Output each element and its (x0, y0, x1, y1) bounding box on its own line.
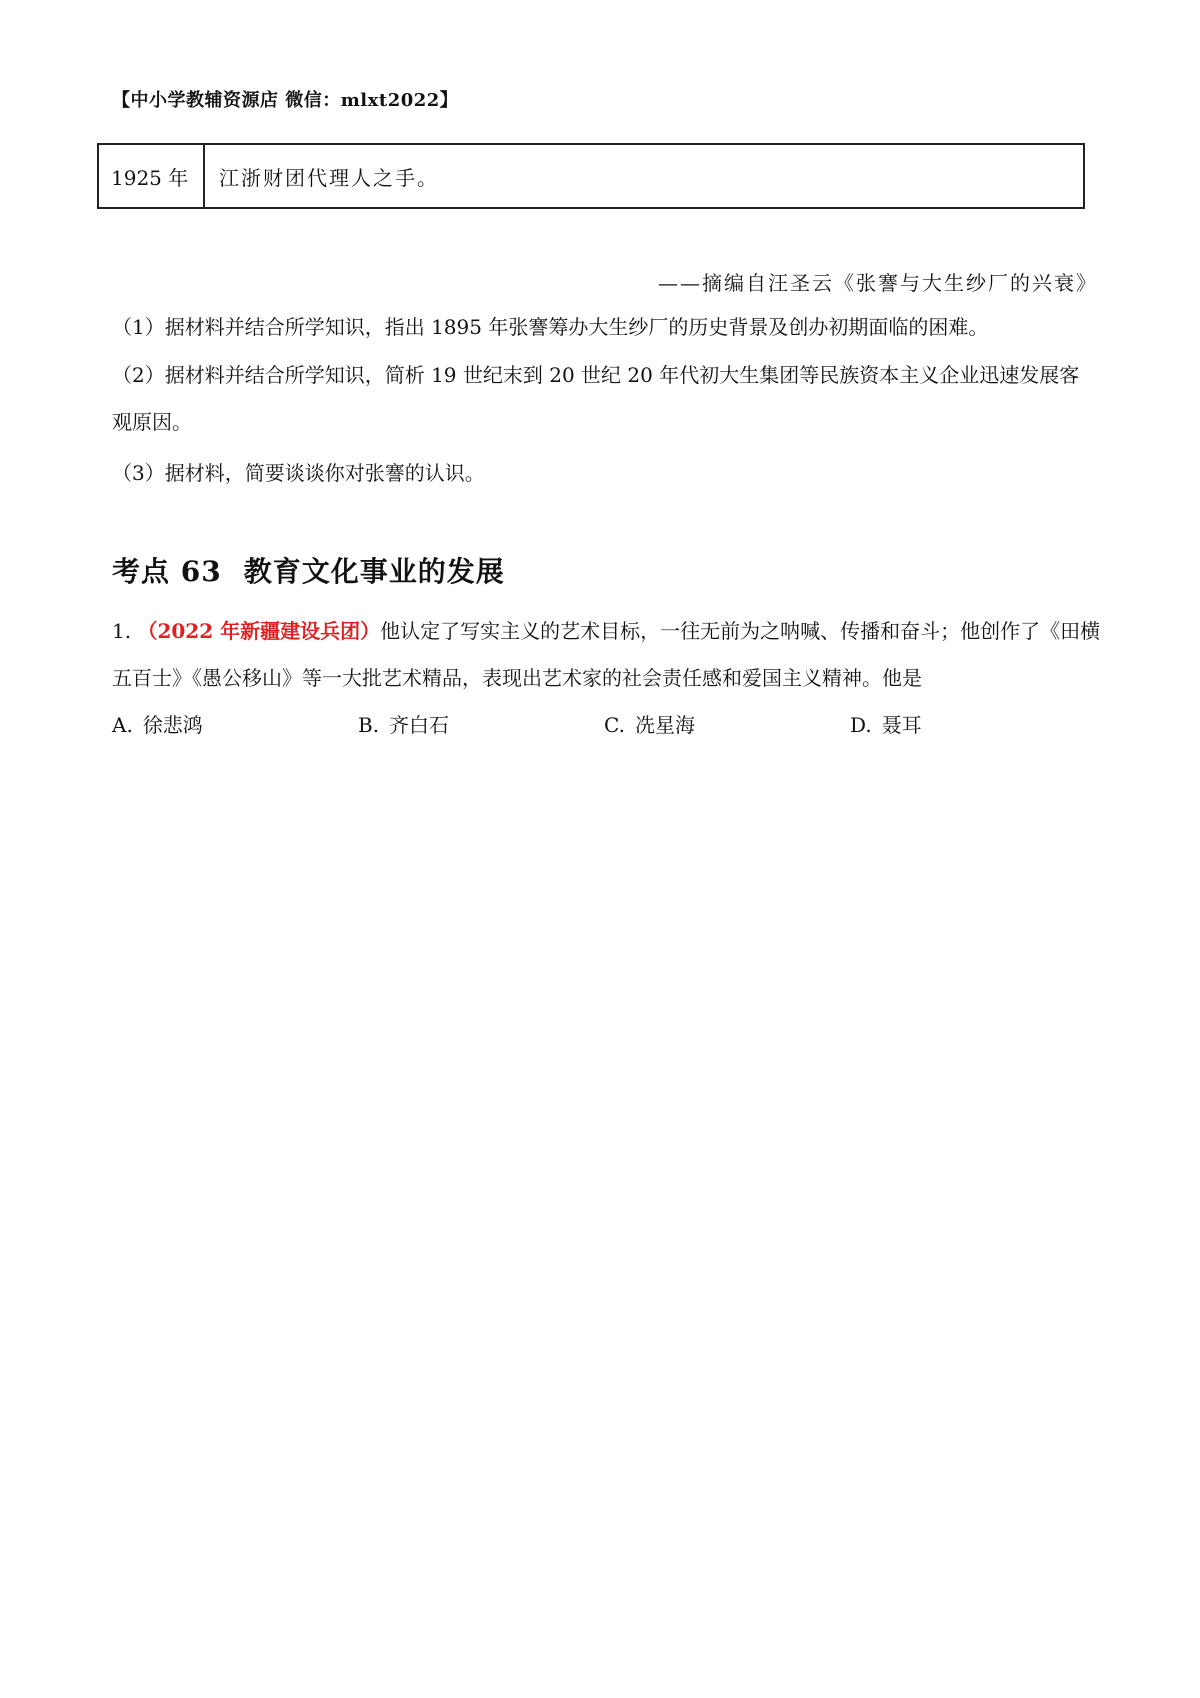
mc-question-text: 他认定了写实主义的艺术目标，一往无前为之呐喊、传播和奋斗；他创作了《田横五百士》《愚公移山》等一大批艺术精品，表现出艺术家的社会责任感和爱国主义精神。他是 (112, 619, 1101, 690)
material-table (97, 143, 1085, 209)
option-c-letter: C. (604, 713, 625, 737)
question-2: （2）据材料并结合所学知识，简析 19 世纪末到 20 世纪 20 年代初大生集团等民族资本主义企业迅速发展客观原因。 (112, 363, 1080, 434)
option-c[interactable] (604, 702, 695, 749)
option-b[interactable] (358, 702, 449, 749)
mc-options (112, 702, 1112, 749)
table-cell-year: 1925 年 (99, 145, 205, 207)
option-b-text: 齐白石 (389, 713, 450, 737)
table-cell-text: 江浙财团代理人之手。 (219, 165, 439, 190)
option-a-text: 徐悲鸿 (142, 713, 203, 737)
option-d-letter: D. (850, 713, 872, 737)
option-a-letter: A. (112, 713, 133, 737)
mc-question-source: （2022 年新疆建设兵团） (137, 619, 381, 643)
section-name: 教育文化事业的发展 (243, 555, 505, 588)
question-1: （1）据材料并结合所学知识，指出 1895 年张謇筹办大生纱厂的历史背景及创办初期面临的困难。 (112, 315, 989, 339)
header-note: 【中小学教辅资源店 微信：mlxt2022】 (112, 90, 459, 111)
section-title (112, 550, 505, 590)
option-d-text: 聂耳 (881, 713, 922, 737)
question-3: （3）据材料，简要谈谈你对张謇的认识。 (112, 461, 485, 485)
mc-question-number: 1. (112, 619, 132, 643)
option-a[interactable] (112, 702, 203, 749)
option-c-text: 冼星海 (634, 713, 695, 737)
option-d[interactable] (850, 702, 922, 749)
option-b-letter: B. (358, 713, 380, 737)
section-number: 考点 63 (112, 555, 222, 588)
source-citation: ——摘编自汪圣云《张謇与大生纱厂的兴衰》 (658, 271, 1098, 295)
mc-question-stem (112, 608, 1102, 702)
